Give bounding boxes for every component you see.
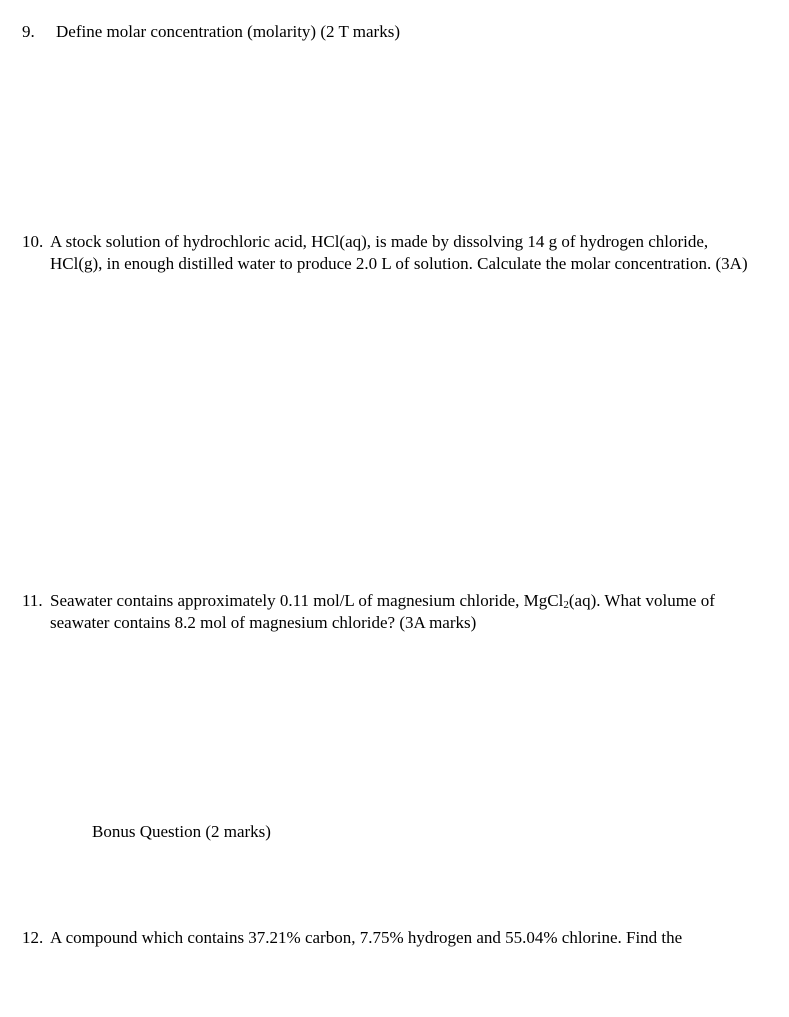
question-number: 11. bbox=[22, 591, 43, 610]
question-text bbox=[50, 590, 750, 634]
subscript: 2 bbox=[563, 599, 569, 611]
question-text: Define molar concentration (molarity) (2 T marks) bbox=[56, 22, 400, 41]
question-number: 10. bbox=[22, 232, 44, 251]
question-text: A compound which contains 37.21% carbon, 7.75% hydrogen and 55.04% chlorine. Find the bbox=[50, 928, 683, 947]
question-text-part: (aq). What volume of seawater contains 8.2 mol of magnesium chloride? (3A marks) bbox=[50, 591, 715, 632]
question-number: 9. bbox=[22, 22, 35, 41]
question-text-part: Seawater contains approximately 0.11 mol/L of magnesium chloride, MgCl bbox=[50, 591, 564, 610]
question-number: 12. bbox=[22, 928, 44, 947]
question-text: A stock solution of hydrochloric acid, HCl(aq), is made by dissolving 14 g of hydrogen chloride, HCl(g), in enough distilled water to produce 2.0 L of solution. Calculate the molar concentration. (3A) bbox=[50, 232, 748, 273]
bonus-heading: Bonus Question (2 marks) bbox=[92, 822, 271, 841]
